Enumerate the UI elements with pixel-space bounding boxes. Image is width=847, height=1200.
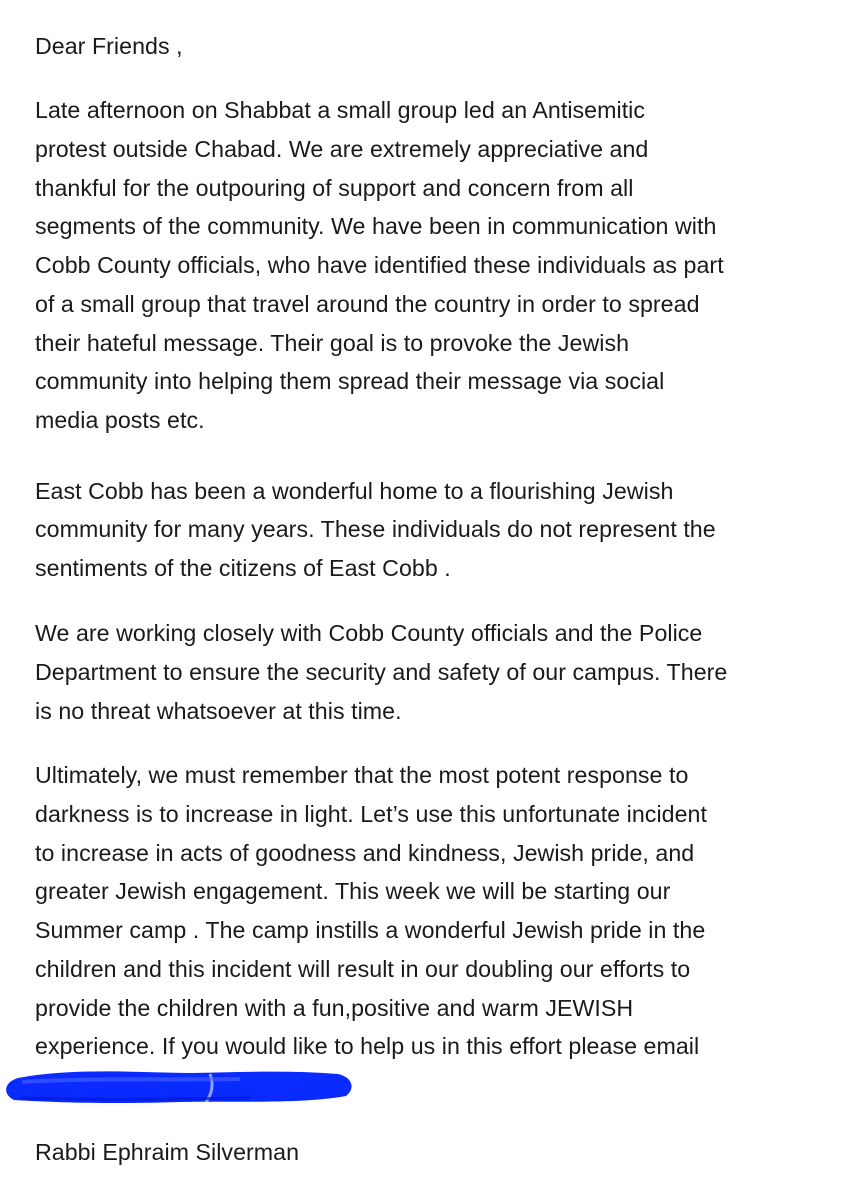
paragraph-line: Department to ensure the security and safety of our campus. There bbox=[35, 659, 728, 685]
paragraph-line: their hateful message. Their goal is to provoke the Jewish bbox=[35, 330, 630, 356]
paragraph-line: community for many years. These individuals do not represent the bbox=[35, 516, 716, 542]
paragraph-line: We are working closely with Cobb County officials and the Police bbox=[35, 620, 703, 646]
paragraph-line: experience. If you would like to help us in this effort please email bbox=[35, 1033, 700, 1059]
paragraph-line: segments of the community. We have been in communication with bbox=[35, 213, 717, 239]
paragraph-line: sentiments of the citizens of East Cobb . bbox=[35, 555, 451, 581]
paragraph-line: community into helping them spread their message via social bbox=[35, 368, 665, 394]
paragraph-line: is no threat whatsoever at this time. bbox=[35, 698, 402, 724]
paragraph-line: greater Jewish engagement. This week we will be starting our bbox=[35, 878, 671, 904]
paragraph-line: of a small group that travel around the country in order to spread bbox=[35, 291, 700, 317]
redaction-scribble-icon bbox=[0, 1060, 370, 1116]
paragraph-line: Cobb County officials, who have identified these individuals as part bbox=[35, 252, 724, 278]
paragraph-line: thankful for the outpouring of support and concern from all bbox=[35, 175, 634, 201]
signature: Rabbi Ephraim Silverman bbox=[35, 1139, 300, 1165]
paragraph-line: to increase in acts of goodness and kindness, Jewish pride, and bbox=[35, 840, 695, 866]
paragraph-line: darkness is to increase in light. Let’s use this unfortunate incident bbox=[35, 801, 707, 827]
greeting: Dear Friends , bbox=[35, 33, 183, 59]
paragraph-line: Ultimately, we must remember that the most potent response to bbox=[35, 762, 689, 788]
paragraph-line: children and this incident will result in our doubling our efforts to bbox=[35, 956, 691, 982]
redaction-mark bbox=[0, 1060, 370, 1116]
paragraph-line: Summer camp . The camp instills a wonderful Jewish pride in the bbox=[35, 917, 706, 943]
paragraph-line: media posts etc. bbox=[35, 407, 205, 433]
paragraph-line: Late afternoon on Shabbat a small group led an Antisemitic bbox=[35, 97, 646, 123]
paragraph-line: East Cobb has been a wonderful home to a flourishing Jewish bbox=[35, 478, 674, 504]
paragraph-line: protest outside Chabad. We are extremely appreciative and bbox=[35, 136, 649, 162]
paragraph-line: provide the children with a fun,positive and warm JEWISH bbox=[35, 995, 634, 1021]
